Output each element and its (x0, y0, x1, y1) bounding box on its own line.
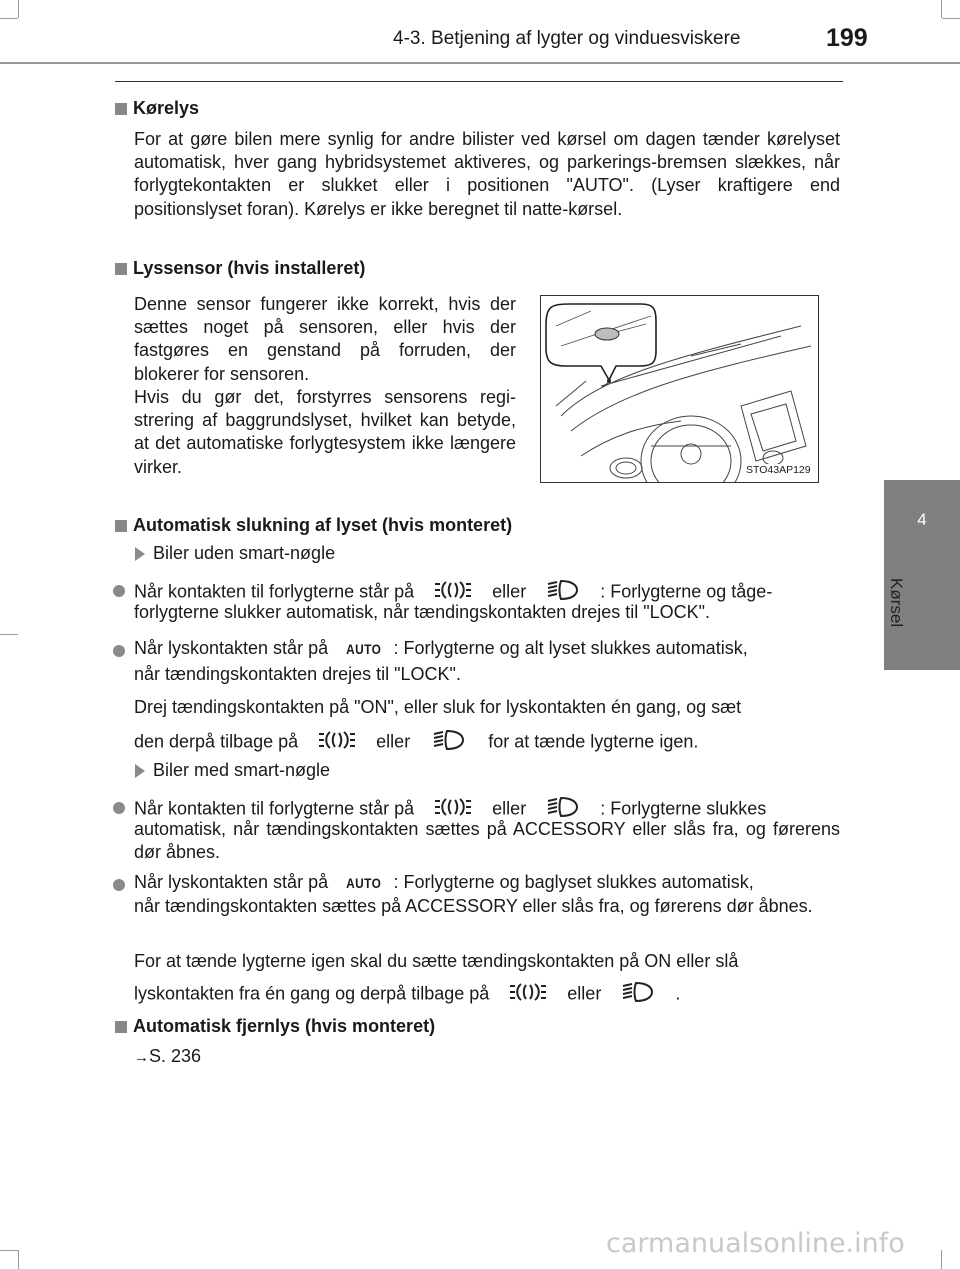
bullet-1-line-1: Når kontakten til forlygterne står på eller : Forlygterne og tåge- (134, 578, 772, 607)
bullet-4-line-1: Når lyskontakten står på AUTO : Forlygterne og baglyset slukkes automatisk, (134, 872, 754, 892)
watermark: carmanualsonline.info (606, 1228, 905, 1259)
lyssensor-body-1: Denne sensor fungerer ikke korrekt, hvis der sættes noget på sensoren, eller hvis der fastgøres en genstand på forruden, der blokerer for sensoren. (134, 294, 516, 384)
crop-mark (942, 18, 960, 19)
crop-mark (941, 0, 942, 18)
triangle-bullet-icon (135, 764, 145, 778)
crop-mark (0, 1250, 18, 1251)
crop-mark (0, 18, 18, 19)
square-bullet-icon (115, 520, 127, 532)
dashboard-figure (540, 295, 819, 483)
dashboard-illustration (541, 296, 818, 482)
heading-text: Lyssensor (hvis installeret) (133, 258, 366, 278)
bullet-2-line-2: når tændingskontakten drejes til "LOCK". (134, 664, 461, 684)
bullet-dot-icon (113, 645, 125, 657)
heading-text: Automatisk slukning af lyset (hvis monteret) (133, 515, 513, 535)
parking-light-icon (508, 980, 548, 1009)
heading-lyssensor (115, 258, 365, 279)
parking-light-icon (317, 728, 357, 757)
bullet-3-rest: automatisk, når tændingskontakten sættes på ACCESSORY eller slås fra, og førerens dør åbnes. (134, 819, 840, 863)
crop-mark (941, 1250, 942, 1269)
bullet-4-rest: når tændingskontakten sættes på ACCESSORY eller slås fra, og førerens dør åbnes. (134, 896, 813, 916)
section-title: 4-3. Betjening af lygter og vinduesviskere (393, 28, 741, 49)
bullet-dot-icon (113, 585, 125, 597)
arrow-icon: → (134, 1049, 149, 1066)
figure-label: STO43AP129 (746, 464, 811, 476)
page-reference[interactable]: →S. 236 (134, 1046, 202, 1066)
chapter-label: Kørsel (887, 578, 906, 628)
heading-text: Kørelys (133, 98, 200, 118)
crop-mark (18, 1250, 19, 1269)
subheading-uden-smartnogle: Biler uden smart-nøgle (153, 543, 336, 563)
auto-icon: AUTO (346, 875, 382, 892)
square-bullet-icon (115, 103, 127, 115)
auto-icon: AUTO (346, 641, 382, 658)
bullet-2-line-1: Når lyskontakten står på AUTO : Forlygterne og alt lyset slukkes automatisk, (134, 638, 748, 658)
crop-mark (0, 634, 18, 635)
bullet-dot-icon (113, 802, 125, 814)
subheading-med-smartnogle: Biler med smart-nøgle (153, 760, 331, 780)
heading-text: Automatisk fjernlys (hvis monteret) (133, 1016, 436, 1036)
chapter-number: 4 (917, 510, 927, 529)
paragraph-2-line-1: For at tænde lygterne igen skal du sætte tændingskontakten på ON eller slå (134, 951, 739, 971)
bullet-3-line-1: Når kontakten til forlygterne står på eller : Forlygterne slukkes (134, 795, 766, 824)
bullet-1-line-2: forlygterne slukker automatisk, når tændingskontakten drejes til "LOCK". (134, 602, 711, 622)
lyssensor-body-2: Hvis du gør det, forstyrres sensorens regi-strering af baggrundslyset, hvilket kan betyde, at det automatiske forlygtesystem ikke længere virker. (134, 387, 516, 477)
chapter-tab (884, 480, 960, 670)
paragraph-2-line-2: lyskontakten fra én gang og derpå tilbage på eller . (134, 980, 680, 1009)
bullet-dot-icon (113, 879, 125, 891)
paragraph-1-line-2: den derpå tilbage på eller for at tænde lygterne igen. (134, 728, 698, 757)
header-divider (0, 62, 960, 64)
square-bullet-icon (115, 263, 127, 275)
headlight-icon (431, 728, 467, 757)
heading-fjernlys (115, 1016, 435, 1037)
korelys-body: For at gøre bilen mere synlig for andre bilister ved kørsel om dagen tænder kørelyset automatisk, hver gang hybridsystemet aktiveres, og parkerings-bremsen slækkes, når forlygtekontakten er slukket eller i positionen "AUTO". (Lyser kraftigere end positionslyset foran). Kørelys er ikke beregnet til natte-kørsel. (134, 129, 840, 219)
square-bullet-icon (115, 1021, 127, 1033)
content-divider (115, 81, 843, 82)
crop-mark (18, 0, 19, 18)
heading-slukning (115, 515, 512, 536)
page-number: 199 (826, 24, 868, 52)
headlight-icon (620, 980, 656, 1009)
heading-korelys (115, 98, 199, 119)
paragraph-1-line-1: Drej tændingskontakten på "ON", eller sluk for lyskontakten én gang, og sæt (134, 697, 742, 717)
triangle-bullet-icon (135, 547, 145, 561)
